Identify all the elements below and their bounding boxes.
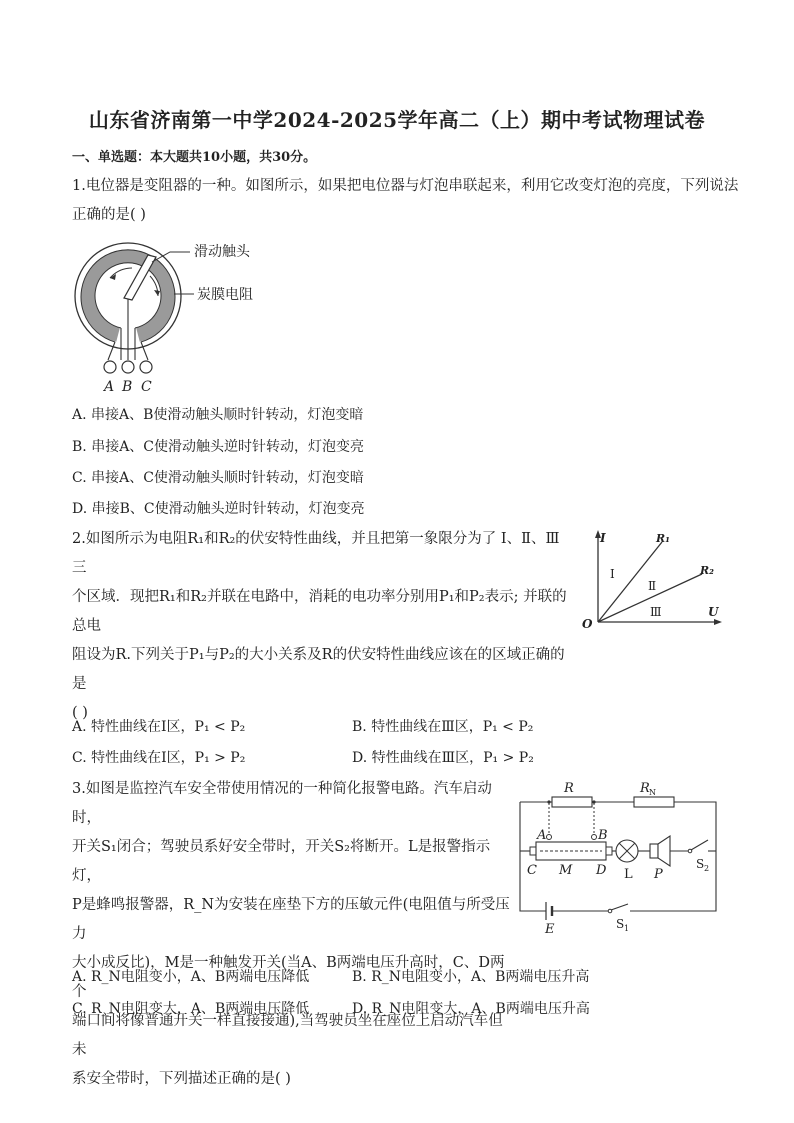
q2-option-a[interactable]: A. 特性曲线在Ⅰ区，P₁ < P₂	[72, 719, 246, 735]
buzzer-p-label: P	[654, 867, 663, 882]
port-c-label: C	[527, 863, 537, 878]
battery-e-label: E	[545, 922, 555, 936]
page-title: 山东省济南第一中学2024-2025学年高二（上）期中考试物理试卷	[88, 108, 706, 132]
terminal-a-icon	[547, 835, 552, 840]
switch-s1-label: S	[616, 917, 625, 931]
terminal-c-icon	[140, 361, 152, 373]
q2-stem-line3: 阻设为R.下列关于P₁与P₂的大小关系及R的伏安特性曲线应该在的区域正确的是	[72, 647, 565, 692]
resistor-rn-subscript: N	[649, 788, 656, 797]
resistor-r	[552, 797, 592, 807]
q2-stem-line2: 个区域．现把R₁和R₂并联在电路中，消耗的电功率分别用P₁和P₂表示; 并联的总电	[72, 589, 567, 634]
port-d	[606, 847, 612, 855]
q1-stem-line2: 正确的是( )	[72, 207, 146, 223]
terminal-b-icon	[592, 835, 597, 840]
terminal-b-icon	[122, 361, 134, 373]
switch-s1-subscript: 1	[624, 924, 630, 933]
s2-blade	[691, 840, 708, 850]
q3-stem-line1: 3.如图是监控汽车安全带使用情况的一种简化报警电路。汽车启动时，	[72, 781, 492, 826]
q1-stem-line1: 1.电位器是变阻器的一种。如图所示，如果把电位器与灯泡串联起来，利用它改变灯泡的亮度，下列说法	[72, 178, 739, 194]
q2-stem-line1: 2.如图所示为电阻R₁和R₂的伏安特性曲线，并且把第一象限分为了 Ⅰ、Ⅱ、Ⅲ三	[72, 531, 560, 576]
resistor-rn-label: R	[640, 781, 650, 796]
resistor-rn	[634, 797, 674, 807]
buzzer-body	[650, 844, 658, 858]
q2-option-b[interactable]: B. 特性曲线在Ⅲ区，P₁ < P₂	[352, 719, 534, 735]
port-c	[530, 847, 536, 855]
terminal-a-lead	[108, 342, 115, 360]
q1-option-c[interactable]: C. 串接A、C使滑动触头顺时针转动，灯泡变暗	[72, 470, 364, 486]
i-axis-label: I	[600, 531, 606, 545]
q1-potentiometer-figure	[70, 236, 300, 396]
carbon-film-label: 炭膜电阻	[197, 287, 253, 303]
q2-stem-line4: ( )	[72, 705, 88, 721]
q3-stem	[72, 775, 512, 1094]
port-d-label: D	[596, 863, 607, 878]
switch-s2-label: S	[696, 857, 705, 871]
buzzer-p-icon	[658, 836, 670, 866]
q3-stem-line4: 大小成反比)，M是一种触发开关(当A、B两端电压升高时，C、D两个	[72, 955, 505, 1000]
terminal-b-label: B	[122, 379, 133, 395]
region-1-label: Ⅰ	[610, 567, 615, 581]
switch-m-label: M	[559, 863, 573, 878]
resistor-r-label: R	[564, 781, 574, 796]
q3-stem-line3: P是蜂鸣报警器，R_N为安装在座垫下方的压敏元件(电阻值与所受压力	[72, 897, 510, 942]
region-2-label: Ⅱ	[648, 579, 657, 593]
lamp-l-label: L	[624, 867, 633, 882]
r2-label: R₂	[700, 564, 714, 577]
q2-stem	[72, 525, 572, 728]
point-b-label: B	[598, 828, 608, 843]
u-axis-label: U	[708, 605, 719, 619]
q1-stem	[72, 172, 738, 230]
region-3-label: Ⅲ	[650, 605, 662, 619]
q1-option-a[interactable]: A. 串接A、B使滑动触头顺时针转动，灯泡变暗	[72, 407, 364, 423]
slider-label: 滑动触头	[194, 244, 250, 260]
s1-blade	[611, 904, 628, 910]
switch-s2-subscript: 2	[704, 864, 710, 873]
cw-arrowhead-icon	[154, 290, 160, 296]
section-heading: 一、单选题：本大题共10小题，共30分。	[72, 150, 317, 165]
q1-option-b[interactable]: B. 串接A、C使滑动触头逆时针转动，灯泡变亮	[72, 439, 365, 455]
r1-label: R₁	[656, 532, 670, 545]
q3-option-c[interactable]: C. R_N电阻变大，A、B两端电压降低	[72, 1001, 310, 1017]
terminal-c-lead	[141, 342, 148, 360]
q3-stem-line2: 开关S₁闭合；驾驶员系好安全带时，开关S₂将断开。L是报警指示灯，	[72, 839, 491, 884]
q3-option-b[interactable]: B. R_N电阻变小，A、B两端电压升高	[352, 969, 590, 985]
q2-option-c[interactable]: C. 特性曲线在Ⅰ区，P₁ > P₂	[72, 750, 246, 766]
point-a-label: A	[537, 828, 547, 843]
origin-label: O	[582, 617, 593, 630]
q1-option-d[interactable]: D. 串接B、C使滑动触头逆时针转动，灯泡变亮	[72, 501, 365, 517]
terminal-c-label: C	[141, 379, 152, 395]
q3-stem-line6: 系安全带时，下列描述正确的是( )	[72, 1071, 291, 1087]
q3-option-d[interactable]: D. R_N电阻变大，A、B两端电压升高	[352, 1001, 590, 1017]
u-axis-arrow-icon	[714, 619, 722, 625]
q3-option-a[interactable]: A. R_N电阻变小，A、B两端电压降低	[72, 969, 310, 985]
terminal-a-icon	[104, 361, 116, 373]
q2-option-d[interactable]: D. 特性曲线在Ⅲ区，P₁ > P₂	[352, 750, 534, 766]
terminal-a-label: A	[104, 379, 115, 395]
q3-circuit-figure	[512, 776, 724, 936]
q3-stem-line5: 端口间将像普通开关一样直接接通),当驾驶员坐在座位上启动汽车但未	[72, 1013, 503, 1058]
q2-iv-curve-figure	[576, 528, 726, 630]
